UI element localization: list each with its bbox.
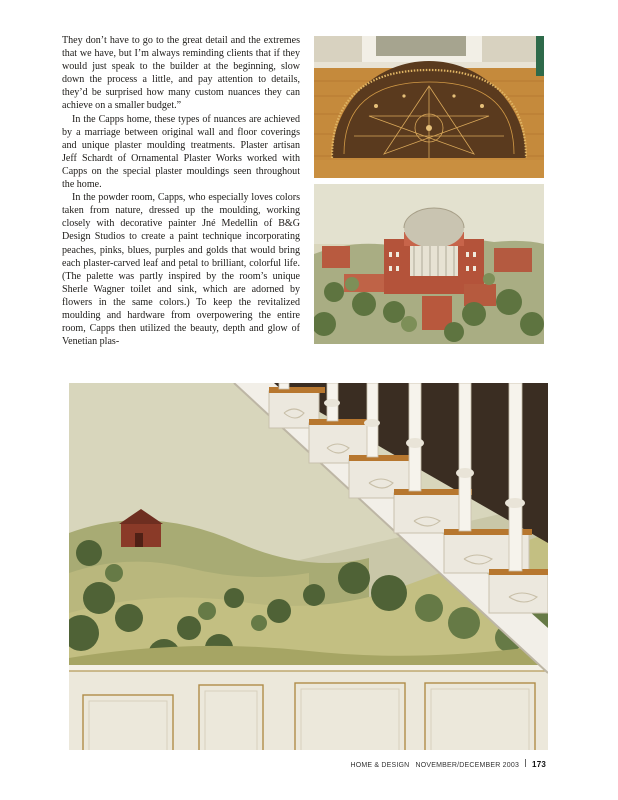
publication-name: HOME & DESIGN <box>350 762 410 769</box>
floor-medallion-photo <box>314 36 544 178</box>
issue-date: NOVEMBER/DECEMBER 2003 <box>415 762 520 769</box>
article-paragraph: In the powder room, Capps, who especially loves colors taken from nature, dressed up the moulding, working closely with decorative painter Jné Medellin of B&G Design Studios to create a paint technique incorporating peaches, pinks, blues, purples and golds that would bring each plaster-carved leaf and petal to brilliant, colorful life. (The palette was partly inspired by the room’s unique Sherle Wagner toilet and sink, which are adorned by flowers in the same colors.) To keep the revitalized moulding and hardware from overpowering the entire room, Capps then utilized the beauty, depth and glow of Venetian plas- <box>62 192 300 348</box>
page-number: 173 <box>532 760 546 769</box>
footer-divider <box>525 759 526 767</box>
article-body <box>62 34 300 348</box>
article-paragraph: In the Capps home, these types of nuances are achieved by a marriage between original wall and floor coverings and unique plaster moulding treatments. Plaster artisan Jeff Schardt of Ornamental Plaster Works worked with Capps on the special plaster mouldings seen throughout the home. <box>62 113 300 191</box>
page-footer <box>350 759 546 769</box>
staircase-mural-photo <box>69 383 548 750</box>
article-paragraph: They don’t have to go to the great detail and the extremes that we have, but I’m always reminding clients that if they would just speak to the builder at the beginning, slow down the process a little, and pay attention to details, they’d be surprised how many custom nuances they can achieve on a smaller budget.” <box>62 35 300 112</box>
campus-mural-photo <box>314 184 544 344</box>
